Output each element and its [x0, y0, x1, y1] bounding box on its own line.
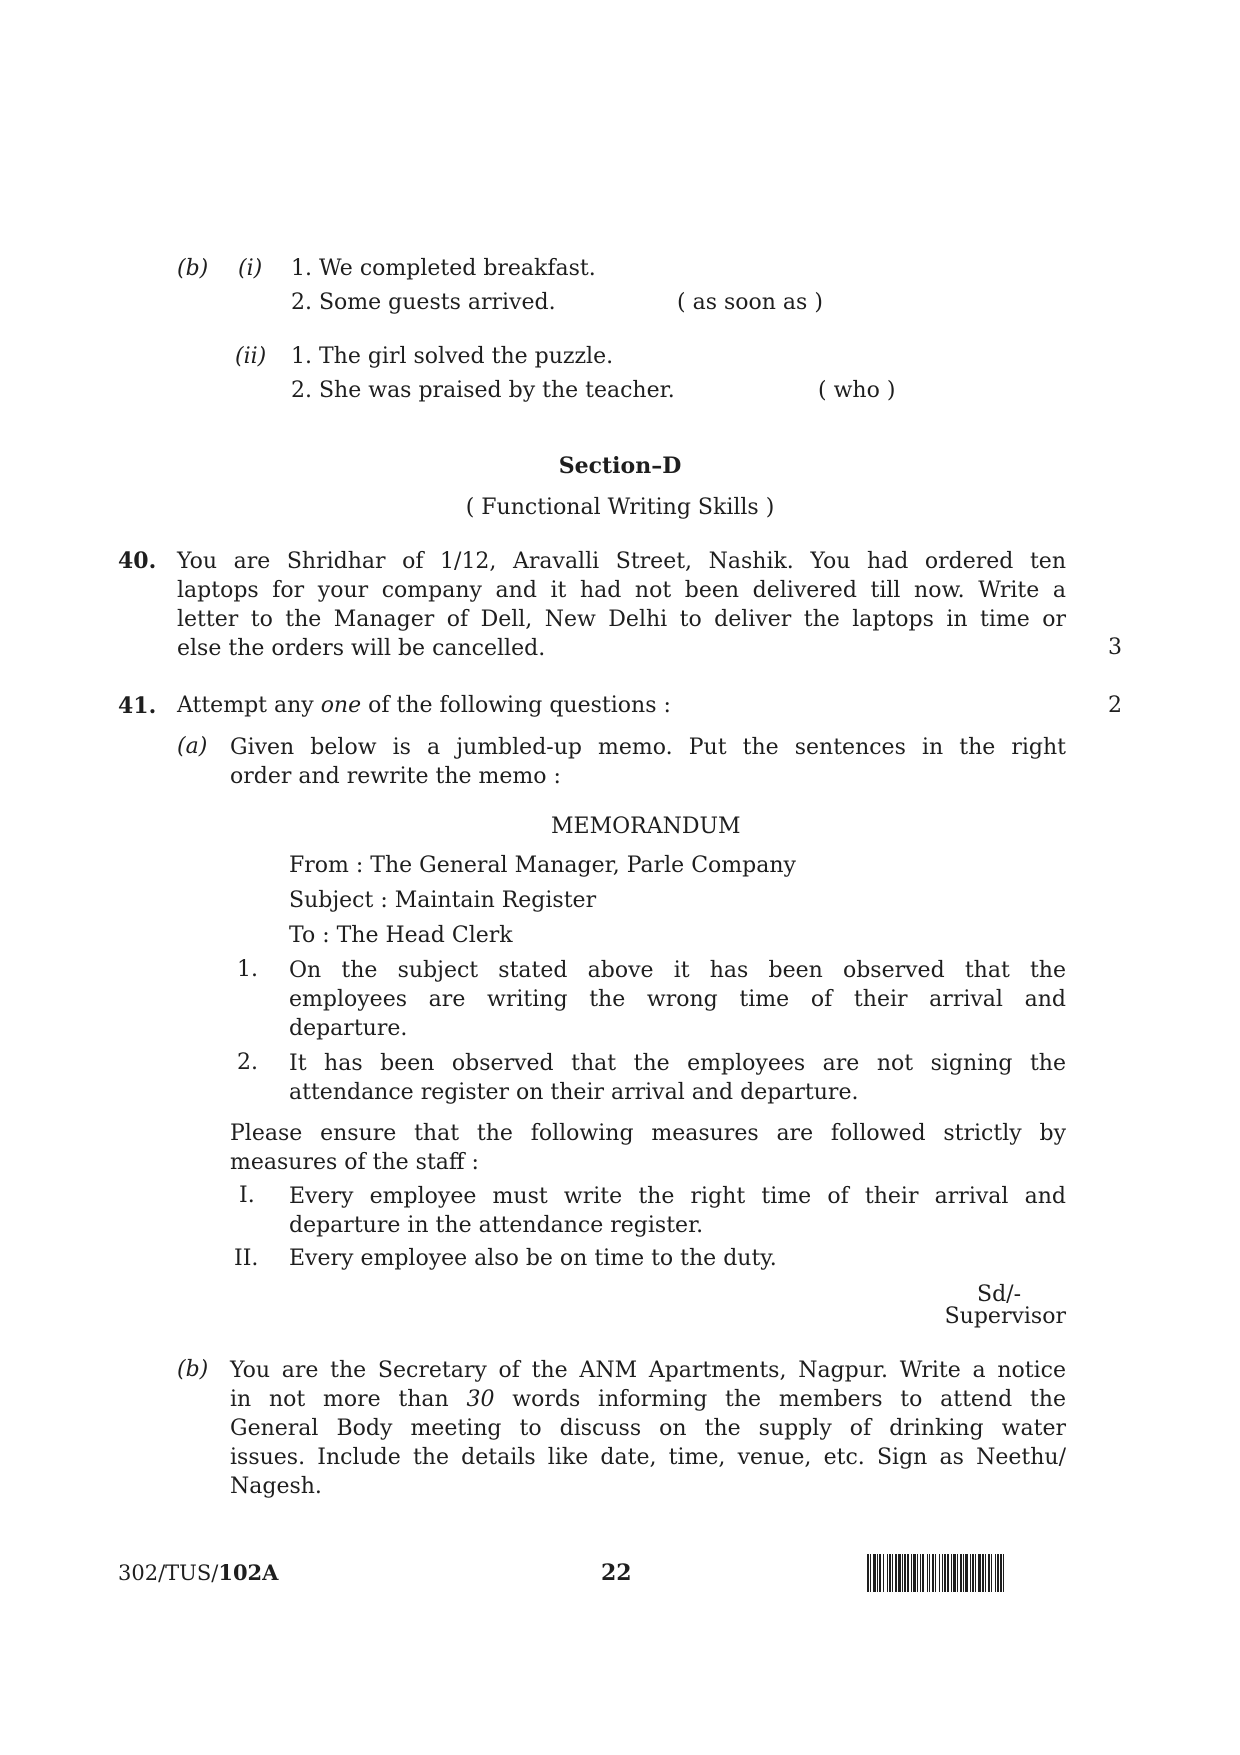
- memo-point-number: 2.: [237, 1050, 258, 1075]
- q41-b-line: General Body meeting to discuss on the supply of drinking water: [230, 1416, 1066, 1441]
- memo-point-2: [289, 1049, 1066, 1107]
- part-b-label: (b): [177, 256, 209, 281]
- q41-intro-emphasis: one: [320, 693, 362, 718]
- barcode-bar: [985, 1554, 986, 1592]
- barcode-bar: [978, 1554, 981, 1592]
- barcode-bar: [991, 1554, 992, 1592]
- memo-point-line: attendance register on their arrival and departure.: [289, 1080, 859, 1105]
- barcode-bar: [922, 1554, 924, 1592]
- q40-marks: 3: [1108, 635, 1122, 660]
- q41-number: 41.: [118, 693, 157, 719]
- q40-line: letter to the Manager of Dell, New Delhi to deliver the laptops in time or: [177, 607, 1066, 632]
- q41-b-line: issues. Include the details like date, time, venue, etc. Sign as Neethu/: [230, 1445, 1066, 1470]
- barcode-bar: [963, 1554, 964, 1592]
- barcode-bar: [957, 1554, 958, 1592]
- barcode-bar: [944, 1554, 946, 1592]
- memo-measure-2: Every employee also be on time to the duty.: [289, 1246, 777, 1271]
- q40-number: 40.: [118, 548, 157, 574]
- memo-point-line: On the subject stated above it has been observed that the: [289, 958, 1066, 983]
- paper-code-series: 102A: [218, 1560, 279, 1585]
- memo-sign-sd: Sd/-: [977, 1282, 1021, 1307]
- q41-intro-post: of the following questions :: [361, 693, 671, 718]
- section-subtitle: ( Functional Writing Skills ): [465, 495, 775, 520]
- barcode-bar: [1003, 1554, 1004, 1592]
- q41-intro: [177, 692, 671, 720]
- barcode-bar: [904, 1554, 906, 1592]
- memo-ensure-line: measures of the staff :: [230, 1150, 479, 1175]
- barcode-bar: [932, 1554, 934, 1592]
- part-b-i-label: (i): [238, 256, 263, 281]
- barcode-bar: [867, 1554, 869, 1592]
- barcode-bar: [947, 1554, 949, 1592]
- barcode-bar: [883, 1554, 884, 1592]
- memo-point-line: departure.: [289, 1016, 408, 1041]
- barcode-bar: [892, 1554, 893, 1592]
- memo-measure-number: II.: [234, 1246, 259, 1271]
- q41-a-label: (a): [177, 734, 208, 759]
- q41-b-text: [230, 1356, 1066, 1501]
- part-b-ii-sentence-2: 2. She was praised by the teacher.: [291, 378, 675, 403]
- memo-measure-number: I.: [239, 1183, 255, 1208]
- barcode-bar: [972, 1554, 974, 1592]
- barcode-image: [867, 1554, 1129, 1592]
- part-b-i-hint: ( as soon as ): [677, 290, 823, 315]
- q40-text: [177, 547, 1066, 663]
- barcode-bar: [927, 1554, 928, 1592]
- memo-ensure-line: Please ensure that the following measures are followed strictly by: [230, 1121, 1066, 1146]
- barcode-bar: [960, 1554, 962, 1592]
- barcode-bar: [988, 1554, 990, 1592]
- barcode-bar: [877, 1554, 878, 1592]
- barcode-bar: [902, 1554, 903, 1592]
- barcode-bar: [917, 1554, 918, 1592]
- q41-b-label: (b): [177, 1357, 209, 1382]
- q41-intro-pre: Attempt any: [177, 693, 321, 718]
- section-title: Section–D: [558, 453, 682, 479]
- barcode-bar: [879, 1554, 881, 1592]
- q41-a-text: [230, 733, 1066, 791]
- paper-code: [118, 1559, 278, 1587]
- barcode-bar: [920, 1554, 921, 1592]
- barcode-bar: [975, 1554, 976, 1592]
- q41-b-line-2-pre: in not more than: [230, 1387, 467, 1412]
- barcode-bar: [898, 1554, 901, 1592]
- barcode-bar: [889, 1554, 891, 1592]
- q41-a-line: Given below is a jumbled-up memo. Put the sentences in the right: [230, 735, 1066, 760]
- memo-point-number: 1.: [237, 957, 258, 982]
- part-b-i-sentence-1: 1. We completed breakfast.: [291, 256, 596, 281]
- q41-b-line: Nagesh.: [230, 1474, 322, 1499]
- q41-b-line: You are the Secretary of the ANM Apartments, Nagpur. Write a notice: [230, 1358, 1066, 1383]
- memo-point-line: employees are writing the wrong time of their arrival and: [289, 987, 1066, 1012]
- q41-b-word-limit: 30: [466, 1387, 495, 1412]
- q41-marks: 2: [1108, 693, 1122, 718]
- barcode-bar: [895, 1554, 897, 1592]
- barcode-bar: [911, 1554, 912, 1592]
- memo-measure-1: [289, 1182, 1066, 1240]
- q41-b-line-2-post: words informing the members to attend the: [494, 1387, 1067, 1412]
- barcode-bar: [997, 1554, 999, 1592]
- barcode-bar: [939, 1554, 940, 1592]
- barcode-bar: [970, 1554, 971, 1592]
- memo-point-1: [289, 956, 1066, 1043]
- part-b-ii-hint: ( who ): [818, 378, 896, 403]
- q40-line: You are Shridhar of 1/12, Aravalli Street, Nashik. You had ordered ten: [177, 549, 1066, 574]
- q41-b-line: [230, 1385, 1066, 1414]
- memo-measure-line: departure in the attendance register.: [289, 1213, 704, 1238]
- part-b-ii-sentence-1: 1. The girl solved the puzzle.: [291, 344, 614, 369]
- barcode-bar: [907, 1554, 909, 1592]
- barcode-bar: [942, 1554, 943, 1592]
- barcode-bar: [873, 1554, 876, 1592]
- barcode-bar: [929, 1554, 930, 1592]
- part-b-ii-label: (ii): [235, 344, 267, 369]
- barcode-bar: [965, 1554, 968, 1592]
- barcode-bar: [951, 1554, 952, 1592]
- memo-point-line: It has been observed that the employees are not signing the: [289, 1051, 1066, 1076]
- barcode-bar: [913, 1554, 916, 1592]
- q41-a-line: order and rewrite the memo :: [230, 764, 561, 789]
- barcode-bar: [953, 1554, 956, 1592]
- paper-code-prefix: 302/TUS/: [118, 1561, 219, 1585]
- memo-from: From : The General Manager, Parle Company: [289, 853, 796, 878]
- barcode-bar: [870, 1554, 871, 1592]
- memo-to: To : The Head Clerk: [289, 923, 513, 948]
- barcode-bar: [887, 1554, 888, 1592]
- memo-sign-supervisor: Supervisor: [944, 1304, 1066, 1329]
- memo-subject: Subject : Maintain Register: [289, 888, 597, 913]
- barcode-bar: [995, 1554, 996, 1592]
- barcode-bar: [982, 1554, 984, 1592]
- memo-measure-line: Every employee must write the right time of their arrival and: [289, 1184, 1066, 1209]
- memo-ensure: [230, 1119, 1066, 1177]
- page-number: 22: [601, 1560, 632, 1586]
- barcode-bar: [935, 1554, 936, 1592]
- barcode-bar: [1000, 1554, 1002, 1592]
- memo-heading: MEMORANDUM: [551, 814, 741, 839]
- q40-line: else the orders will be cancelled.: [177, 636, 546, 661]
- part-b-i-sentence-2: 2. Some guests arrived.: [291, 290, 556, 315]
- q40-line: laptops for your company and it had not been delivered till now. Write a: [177, 578, 1066, 603]
